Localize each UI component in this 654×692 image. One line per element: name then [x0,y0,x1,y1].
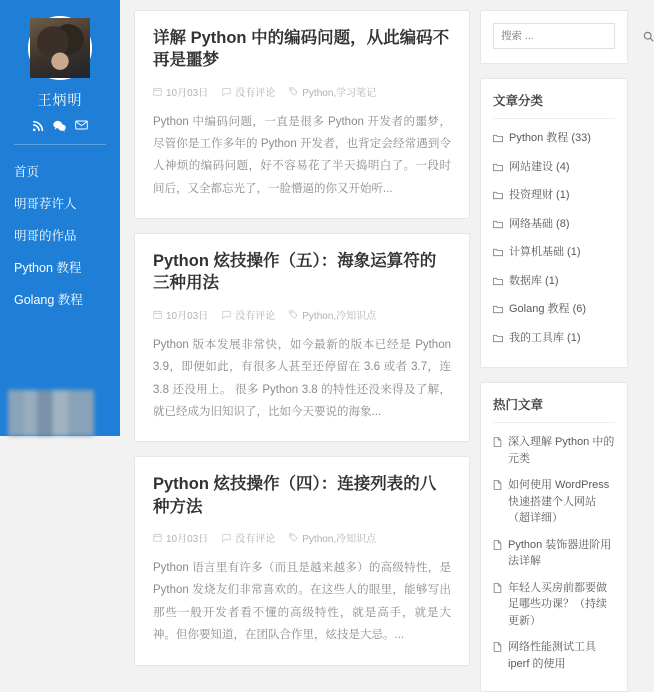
post-card[interactable] [134,233,470,442]
post-title[interactable]: 详解 Python 中的编码问题，从此编码不再是噩梦 [153,29,450,70]
folder-icon [493,303,503,320]
list-item[interactable]: 网络性能测试工具 iperf 的使用 [493,634,615,677]
post-date-text: 10月03日 [166,87,209,99]
document-icon [493,436,502,453]
search-button[interactable] [643,24,654,48]
post-meta [153,530,451,545]
right-sidebar [480,0,640,670]
social-links [0,120,120,132]
post-meta [153,84,451,99]
wechat-icon[interactable] [53,120,66,132]
post-comments [222,307,275,322]
site-title: 王炳明 [37,92,83,108]
folder-icon [493,332,503,349]
document-icon [493,641,502,658]
hot-posts-title: 热门文章 [493,395,615,423]
sidebar-item-golang-tutorial[interactable]: Golang 教程 [14,293,83,307]
post-card[interactable] [134,456,470,665]
rss-icon[interactable] [32,120,44,132]
search-row[interactable] [493,23,615,49]
list-item[interactable]: 数据库 (1) [493,268,615,297]
post-comments [222,84,275,99]
categories-widget [480,78,628,368]
post-category[interactable] [289,530,376,545]
document-icon [493,479,502,496]
avatar [28,16,92,80]
post-list [120,0,480,642]
list-item[interactable]: 我的工具库 (1) [493,325,615,354]
search-widget [480,10,628,64]
list-item[interactable]: 网络基础 (8) [493,211,615,240]
post-comments-text: 没有评论 [235,533,276,545]
post-date [153,307,208,322]
list-item[interactable]: 投资理财 (1) [493,182,615,211]
post-category[interactable] [289,307,376,322]
post-card[interactable] [134,10,470,219]
list-item[interactable]: Python 装饰器进阶用法详解 [493,532,615,575]
list-item[interactable]: 网站建设 (4) [493,154,615,183]
list-item[interactable]: 年轻人买房前都要做足哪些功课？（持续更新） [493,575,615,635]
folder-icon [493,246,503,263]
hot-posts-list [493,429,615,677]
post-category-text: Python,冷知识点 [302,533,377,545]
post-category-text: Python,学习笔记 [302,87,377,99]
list-item[interactable]: 深入理解 Python 中的元类 [493,429,615,472]
document-icon [493,582,502,599]
post-category-text: Python,冷知识点 [302,310,377,322]
folder-icon [493,218,503,235]
post-meta [153,307,451,322]
post-date-text: 10月03日 [166,310,209,322]
hot-posts-widget [480,382,628,692]
search-input[interactable] [494,30,643,42]
post-date [153,84,208,99]
post-excerpt: Python 中编码问题，一直是很多 Python 开发者的噩梦，尽管你是工作多年的 Python 开发者，也背定会经常遇到令人神烦的编码问题，好不容易花了半天捣明白了。一段时间后，又全都忘光了，一脸懵逼的你又开始听... [153,115,451,195]
blurred-footer-image [8,390,94,436]
avatar-image [30,18,90,78]
mail-icon[interactable] [75,120,88,132]
left-sidebar [0,0,120,436]
post-date [153,530,208,545]
post-excerpt: Python 语言里有许多（而且是越来越多）的高级特性，是 Python 发烧友们非常喜欢的。在这些人的眼里，能够写出那些一般开发者看不懂的高级特性，就是高手，就是大神。但你要知道，在团队合作里，炫技是大忌。... [153,561,451,642]
sidebar-item-home[interactable]: 首页 [14,165,40,179]
list-item[interactable]: 计算机基础 (1) [493,239,615,268]
categories-title: 文章分类 [493,91,615,119]
sidebar-item-python-tutorial[interactable]: Python 教程 [14,261,82,275]
post-date-text: 10月03日 [166,533,209,545]
post-comments [222,530,275,545]
sidebar-divider [14,144,106,145]
folder-icon [493,161,503,178]
folder-icon [493,189,503,206]
sidebar-item-recommend[interactable]: 明哥荐许人 [14,197,77,211]
list-item[interactable]: 如何使用 WordPress 快速搭建个人网站（超详细） [493,472,615,532]
list-item[interactable]: Golang 教程 (6) [493,296,615,325]
list-item[interactable]: Python 教程 (33) [493,125,615,154]
folder-icon [493,132,503,149]
post-comments-text: 没有评论 [235,87,276,99]
sidebar-item-works[interactable]: 明哥的作品 [14,229,77,243]
post-excerpt: Python 版本发展非常快，如今最新的版本已经是 Python 3.9，即便如此，有很多人甚至还停留在 3.6 或者 3.7，连 3.8 还没用上。 很多 Python 3.8 的特性还没来得及了解，就已经成为旧知识了，比如今天要说的海象... [153,338,451,419]
sidebar-nav [0,155,120,315]
post-title[interactable]: Python 炫技操作（四）：连接列表的八种方法 [153,475,437,516]
document-icon [493,539,502,556]
post-comments-text: 没有评论 [235,310,276,322]
folder-icon [493,275,503,292]
post-title[interactable]: Python 炫技操作（五）：海象运算符的三种用法 [153,252,437,293]
categories-list [493,125,615,353]
post-category[interactable] [289,84,376,99]
